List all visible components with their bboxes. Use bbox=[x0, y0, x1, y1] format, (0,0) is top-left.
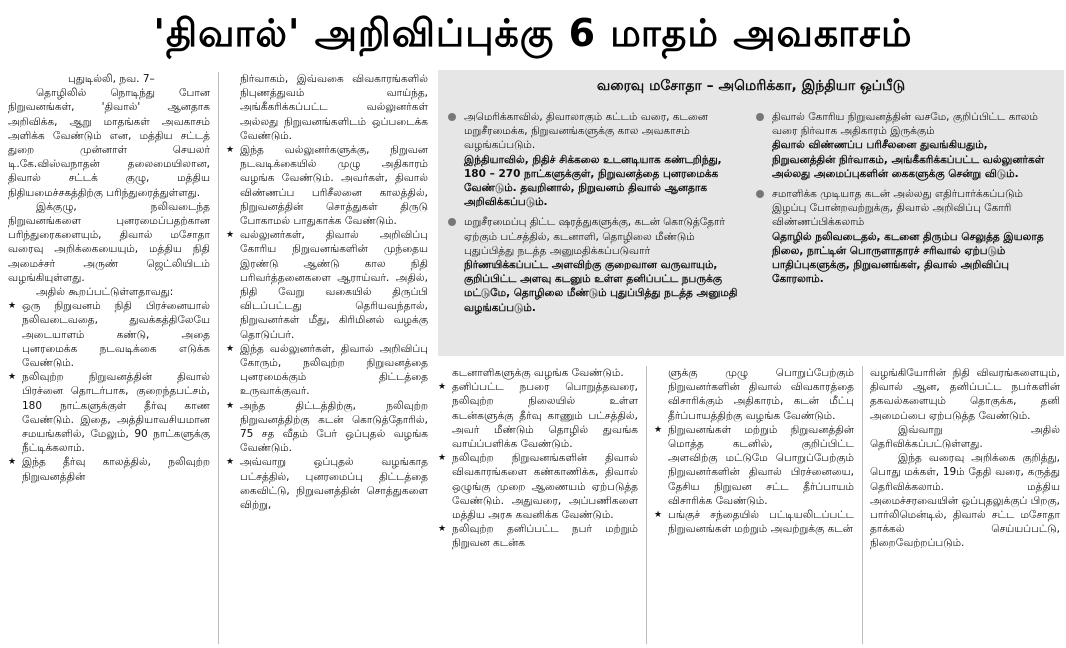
box-left-column bbox=[448, 110, 744, 321]
india-text: திவால் விண்ணப்ப பரிசீலனை துவங்கியதும், நிறுவனத்தின் நிர்வாகம், அங்கீகரிக்கப்பட்ட வல்லுனர்கள் அல்லது அமைப்புகளின் கைகளுக்கு சென்று விடும். bbox=[772, 139, 1045, 180]
column-rule bbox=[862, 366, 863, 644]
bullet-item: ★ பங்குச் சந்தையில் பட்டியலிடப்பட்ட நிறுவனங்கள் மற்றும் அவற்றுக்கு கடன் bbox=[654, 508, 854, 536]
article-paragraph: வழங்கியோரின் நிதி விவரங்களையும், திவால் ஆன, தனிப்பட்ட நபர்களின் தகவல்களையும் தொகுக்க, தனி அமைப்பை ஏற்படுத்த வேண்டும். bbox=[870, 367, 1060, 422]
article-paragraph: இவ்வாறு அதில் தெரிவிக்கப்பட்டுள்ளது. bbox=[870, 423, 1060, 451]
us-text: மறுசீரமைப்பு திட்ட ஷரத்துகளுக்கு, கடன் கொடுத்தோர் ஏற்கும் பட்சத்தில், கடனாளி, தொழிலை மீண்டும் புதுப்பித்து நடத்த அனுமதிக்கப்படுவார் bbox=[464, 216, 725, 257]
bullet-item: ★ இந்த வல்லுனர்களுக்கு, நிறுவன நடவடிக்கையில் முழு அதிகாரம் வழங்க வேண்டும். அவர்கள், திவால் விண்ணப்ப பரிசீலனை காலத்தில், நிறுவனத்தின் சொத்துகள் திருடு போகாமல் பாதுகாக்க வேண்டும். bbox=[226, 143, 428, 228]
comparison-box bbox=[438, 70, 1064, 356]
india-text: தொழில் நலிவடைதல், கடனை திரும்ப செலுத்த இயலாத நிலை, நாட்டின் பொருளாதாரச் சரிவால் ஏற்படும் பாதிப்புகளுக்கு, நிறுவனங்கள், திவால் அறிவிப்பு கோரலாம். bbox=[772, 230, 1044, 286]
bullet-item: ★ வல்லுனர்கள், திவால் அறிவிப்பு கோரிய நிறுவனங்களின் முந்தைய இரண்டு ஆண்டு கால நிதி பரிவர்த்தனைகளை ஆராய்வர். அதில், நிதி வேறு வகையில் திருப்பி விடப்பட்டது தெரியவந்தால், நிறுவனர்கள் மீது, கிரிமினல் வழக்கு தொடுப்பர். bbox=[226, 228, 428, 342]
bullet-item: ★ அந்த திட்டத்திற்கு, நலிவுற்ற நிறுவனத்திற்கு கடன் கொடுத்தோரில், 75 சத வீதம் பேர் ஒப்புதல் வழங்க வேண்டும். bbox=[226, 399, 428, 456]
article-column-2 bbox=[226, 72, 428, 646]
dateline: புதுடில்லி, நவ. 7– bbox=[68, 73, 155, 85]
bullet-item: ★ தனிப்பட்ட நபரை பொறுத்தவரை, நலிவுற்ற நிலையில் உள்ள கடன்களுக்கு தீர்வு காணும் பட்சத்தில், அவர் மீண்டும் தொழில் துவங்க வாய்ப்பளிக்க வேண்டும். bbox=[438, 380, 638, 451]
india-text: நிர்ணயிக்கப்பட்ட அளவிற்கு குறைவான வருவாயும், குறிப்பிட்ட அளவு கடனும் உள்ள தனிப்பட்ட நபருக்கு மட்டுமே, தொழிலை மீண்டும் புதுப்பித்து நடத்த அனுமதி வழங்கப்படும். bbox=[464, 259, 738, 314]
box-title: வரைவு மசோதா – அமெரிக்கா, இந்தியா ஒப்பீடு bbox=[596, 78, 906, 94]
article-column-3 bbox=[438, 366, 638, 646]
bullet-list bbox=[8, 299, 210, 484]
bullet-list bbox=[226, 143, 428, 512]
bullet-dot bbox=[756, 113, 764, 121]
comparison-item bbox=[756, 110, 1054, 181]
us-text: அமெரிக்காவில், திவாலாகும் கட்டம் வரை, கடனை மறுசீரமைக்க, நிறுவனங்களுக்கு கால அவகாசம் வழங்கப்படும். bbox=[464, 111, 708, 152]
article-paragraph: இந்த வரைவு அறிக்கை குறித்து, பொது மக்கள், 19ம் தேதி வரை, கருத்து தெரிவிக்கலாம். மத்திய அமைச்சரவையின் ஒப்புதலுக்குப் பிறகு, பார்லிமென்டில், திவால் சட்ட மசோதா தாக்கல் செய்யப்பட்டு, நிறைவேற்றப்படும். bbox=[870, 452, 1060, 550]
bullet-item: ★ இந்த வல்லுனர்கள், திவால் அறிவிப்பு கோரும், நலிவுற்ற நிறுவனத்தை புனரமைக்கும் திட்டத்தை உருவாக்குவர். bbox=[226, 342, 428, 399]
article-paragraph: அதில் கூறப்பட்டுள்ளதாவது: bbox=[36, 286, 174, 299]
bullet-dot bbox=[448, 218, 456, 226]
bullet-item: ★ நலிவுற்ற நிறுவனத்தின் திவால் பிரச்னை தொடர்பாக, குறைந்தபட்சம், 180 நாட்களுக்குள் தீர்வு காண வேண்டும். இதை, அத்தியாவசியமான சமயங்களில், மேலும், 90 நாட்களுக்கு நீட்டிக்கலாம். bbox=[8, 370, 210, 455]
bullet-item: ★ நலிவுற்ற நிறுவனங்களின் திவால் விவகாரங்களை கண்காணிக்க, திவால் ஒழுங்கு முறை ஆணையம் ஏற்படுத்த வேண்டும். அதுவரை, அப்பணிகளை மத்திய அரசு கவனிக்க வேண்டும். bbox=[438, 451, 638, 522]
comparison-item bbox=[448, 215, 744, 314]
bullet-item: ★ இந்த தீர்வு காலத்தில், நலிவுற்ற நிறுவனத்தின் bbox=[8, 455, 210, 483]
us-text: திவால் கோரிய நிறுவனத்தின் வசமே, குறிப்பிட்ட காலம் வரை நிர்வாக அதிகாரம் இருக்கும் bbox=[772, 111, 1038, 138]
bullet-item: ★ ஒரு நிறுவனம் நிதி பிரச்னையால் நலிவடைவதை, துவக்கத்திலேயே அடையாளம் கண்டு, அதை புனரமைக்க நடவடிக்கை எடுக்க வேண்டும். bbox=[8, 299, 210, 370]
comparison-item bbox=[448, 110, 744, 209]
us-text: சமாளிக்க முடியாத கடன் அல்லது எதிர்பார்க்கப்படும் இழப்பு போன்றவற்றுக்கு, திவால் அறிவிப்பு கோரி விண்ணப்பிக்கலாம் bbox=[772, 188, 1023, 229]
article-paragraph: இக்குழு, நலிவடைந்த நிறுவனங்களை புனரமைப்பதற்கான பரிந்துரைகளையும், திவால் மசோதா வரைவு அறிக்கையையும், மத்திய நிதி அமைச்சர் அருண் ஜெட்லியிடம் வழங்கியுள்ளது. bbox=[8, 200, 210, 284]
comparison-item bbox=[756, 187, 1054, 286]
headline: 'திவால்' அறிவிப்புக்கு 6 மாதம் அவகாசம் bbox=[153, 11, 913, 55]
bullet-item: ★ நலிவுற்ற தனிப்பட்ட நபர் மற்றும் நிறுவன கடன்க bbox=[438, 522, 638, 550]
bullet-dot bbox=[448, 113, 456, 121]
article-paragraph: நிர்வாகம், இவ்வகை விவகாரங்களில் நிபுணத்துவம் வாய்ந்த, அங்கீகரிக்கப்பட்ட வல்லுனர்கள் அல்லது நிறுவனங்களிடம் ஒப்படைக்க வேண்டும். bbox=[240, 73, 428, 142]
column-rule bbox=[646, 366, 647, 644]
box-right-column bbox=[756, 110, 1054, 292]
column-rule bbox=[218, 72, 219, 644]
bullet-item: ★ அவ்வாறு ஒப்புதல் வழங்காத பட்சத்தில், புனரமைப்பு திட்டத்தை கைவிட்டு, நிறுவனத்தின் சொத்துகளை விற்று, bbox=[226, 455, 428, 512]
article-paragraph: கடனாளிகளுக்கு வழங்க வேண்டும். bbox=[452, 367, 624, 379]
bullet-list bbox=[438, 380, 638, 550]
article-column-1 bbox=[8, 72, 210, 646]
article-column-5 bbox=[870, 366, 1060, 646]
article-paragraph: ளுக்கு முழு பொறுப்பேற்கும் நிறுவனர்களின் திவால் விவகாரத்தை விசாரிக்கும் அதிகாரம், கடன் மீட்பு தீர்ப்பாயத்திற்கு வழங்க வேண்டும். bbox=[668, 367, 854, 422]
bullet-list bbox=[654, 423, 854, 537]
article-paragraph: தொழிலில் நொடிந்து போன நிறுவனங்கள், 'திவால்' ஆனதாக அறிவிக்க, ஆறு மாதங்கள் அவகாசம் அளிக்க வேண்டும் என, மத்திய சட்டத் துறை முன்னாள் செயலர் டி.கே.விஸ்வநாதன் தலைமையிலான, திவால் சட்டக் குழு, மத்திய நிதியமைச்சகத்திற்கு பரிந்துரைத்துள்ளது. bbox=[8, 87, 210, 199]
india-text: இந்தியாவில், நிதிச் சிக்கலை உடனடியாக கண்டறிந்து, 180 – 270 நாட்களுக்குள், நிறுவனத்தை புனரமைக்க வேண்டும். தவறினால், நிறுவனம் திவால் ஆனதாக அறிவிக்கப்படும். bbox=[464, 153, 722, 209]
bullet-item: ★ நிறுவனங்கள் மற்றும் நிறுவனத்தின் மொத்த கடனில், குறிப்பிட்ட அளவிற்கு மட்டுமே பொறுப்பேற்கும் நிறுவனர்களின் திவால் பிரச்னையை, தேசிய நிறுவன சட்ட தீர்ப்பாயம் விசாரிக்க வேண்டும். bbox=[654, 423, 854, 508]
bullet-dot bbox=[756, 190, 764, 198]
article-column-4 bbox=[654, 366, 854, 646]
